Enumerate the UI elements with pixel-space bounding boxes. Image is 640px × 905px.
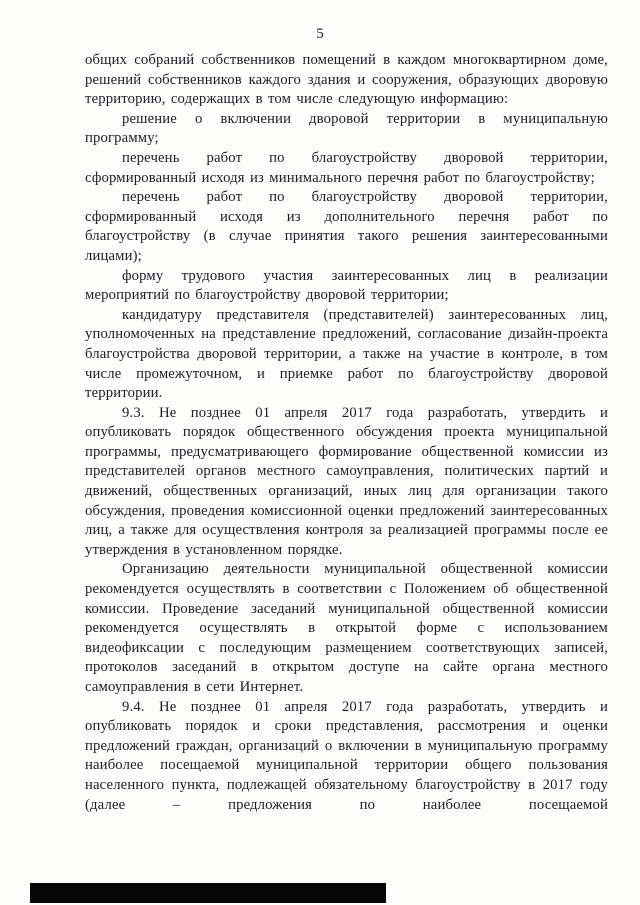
scan-artifact-bar (30, 883, 386, 903)
paragraph-list-item: форму трудового участия заинтересованных лиц в реализации мероприятий по благоустройству дворовой территории; (85, 267, 608, 304)
paragraph-list-item: кандидатуру представителя (представителей) заинтересованных лиц, уполномоченных на представление предложений, согласование дизайн-проекта благоустройства дворовой территории, а также на участие в контроле, в том числе промежуточном, и приемке работ по благоустройству дворовой территории. (85, 306, 608, 402)
paragraph-list-item: перечень работ по благоустройству дворовой территории, сформированный исходя из дополнительного перечня работ по благоустройству (в случае принятия такого решения заинтересованными лицами); (85, 189, 608, 264)
paragraph-commission-activity: Организацию деятельности муниципальной общественной комиссии рекомендуется осуществлять в соответствии с Положением об общественной комиссии. Проведение заседаний муниципальной общественной комиссии рекомендуется осуществлять в открытой форме с использованием видеофиксации с последующим размещением соответствующих записей, протоколов заседаний в открытом доступе на сайте органа местного самоуправления в сети Интернет. (85, 561, 608, 695)
paragraph-continuation: общих собраний собственников помещений в каждом многоквартирном доме, решений собственников каждого здания и сооружения, образующих дворовую территорию, содержащих в том числе следующую информацию: (85, 52, 608, 108)
paragraph-clause-9-4: 9.4. Не позднее 01 апреля 2017 года разработать, утвердить и опубликовать порядок и сроки представления, рассмотрения и оценки предложений граждан, организаций о включении в муниципальную программу наиболее посещаемой муниципальной территории общего пользования населенного пункта, подлежащей обязательному благоустройству в 2017 году (далее – предложения по наиболее посещаемой (85, 698, 608, 813)
paragraph-list-item: перечень работ по благоустройству дворовой территории, сформированный исходя из минимального перечня работ по благоустройству; (85, 149, 608, 186)
page-number: 5 (316, 26, 324, 42)
document-text-block (85, 51, 608, 815)
paragraph-clause-9-3: 9.3. Не позднее 01 апреля 2017 года разработать, утвердить и опубликовать порядок общественного обсуждения проекта муниципальной программы, предусматривающего формирование общественной комиссии из представителей органов местного самоуправления, политических партий и движений, общественных организаций, иных лиц для организации такого обсуждения, проведения комиссионной оценки предложений заинтересованных лиц, а также для осуществления контроля за реализацией программы после ее утверждения в установленном порядке. (85, 404, 608, 558)
paragraph-list-item: решение о включении дворовой территории в муниципальную программу; (85, 110, 608, 147)
